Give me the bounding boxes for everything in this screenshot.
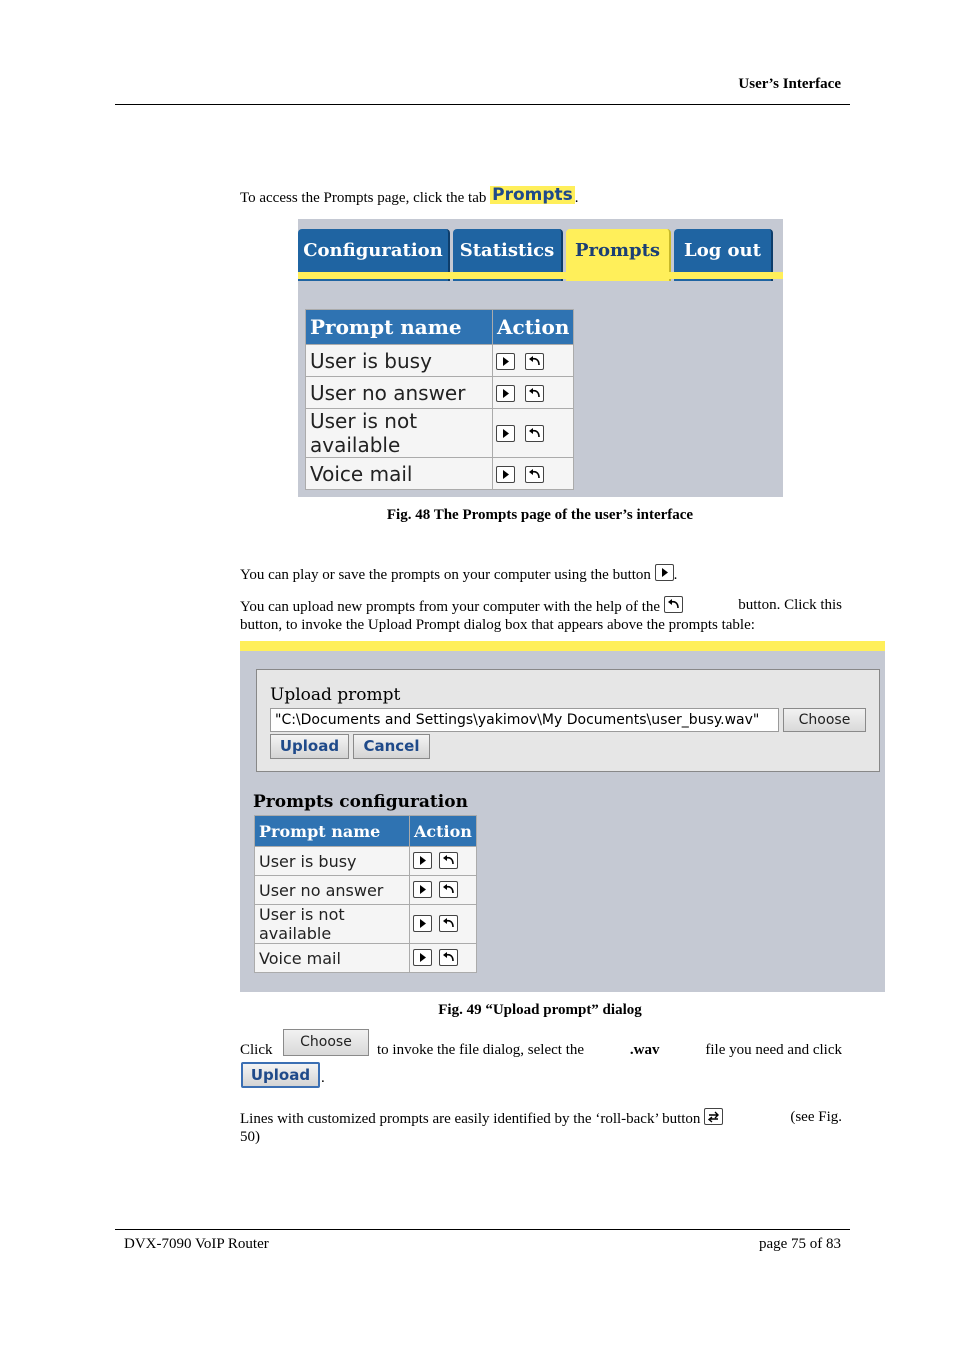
wav-extension: .wav [629,1042,660,1058]
play-icon[interactable] [496,385,515,402]
click-instruction [377,1042,842,1059]
figure-48-prompts-page [298,219,783,497]
play-icon[interactable] [413,949,432,966]
figure-48-caption: Fig. 48 The Prompts page of the user’s interface [386,507,694,523]
rollback-line-1 [240,1108,842,1128]
play-icon[interactable] [496,466,515,483]
upload-prompt-dialog [256,669,880,772]
prompt-name-cell: Voice mail [306,458,493,490]
upload-text-2: button. Click this [738,597,842,613]
upload-icon[interactable] [439,852,458,869]
prompt-name-cell: User no answer [306,377,493,409]
play-icon[interactable] [413,852,432,869]
action-cell [410,905,477,944]
rollback-see: (see Fig. [790,1109,842,1125]
upload-paragraph [240,596,842,634]
tab-statistics[interactable]: Statistics [453,229,563,281]
action-cell [493,377,574,409]
file-path-input[interactable]: "C:\Documents and Settings\yakimov\My Documents\user_busy.wav" [270,708,779,732]
prompt-name-cell: User no answer [255,876,410,905]
prompts-table [305,309,574,490]
tab-configuration[interactable]: Configuration [298,229,450,281]
click-text-2: file you need and click [705,1042,842,1058]
prompt-name-cell: Voice mail [255,944,410,973]
prompt-name-cell: User is busy [306,345,493,377]
footer-page-number: page 75 of 83 [758,1236,841,1252]
table-row [255,905,477,944]
upload-icon[interactable] [525,425,544,442]
col-prompt-name: Prompt name [306,310,493,345]
cancel-button[interactable]: Cancel [353,734,430,759]
action-cell [410,876,477,905]
play-icon[interactable] [413,915,432,932]
prompts-table [254,815,477,973]
prompt-name-cell: User is not available [306,409,493,458]
col-prompt-name: Prompt name [255,816,410,847]
footer-product: DVX-7090 VoIP Router [124,1236,269,1252]
upload-button-inline: Upload [241,1062,320,1088]
table-row [306,409,574,458]
tab-underline [240,641,885,651]
table-row [255,847,477,876]
intro-text: To access the Prompts page, click the tab [240,190,491,206]
upload-icon[interactable] [439,881,458,898]
action-cell [410,944,477,973]
play-period: . [673,567,678,583]
upload-button[interactable]: Upload [270,734,349,759]
click-text-1: to invoke the file dialog, select the [377,1042,585,1058]
upload-line-1 [240,596,842,616]
click-word: Click [240,1042,273,1058]
rollback-text: Lines with customized prompts are easily identified by the ‘roll-back’ button [240,1111,701,1127]
col-action: Action [410,816,477,847]
prompts-configuration-title: Prompts configuration [253,792,468,812]
play-icon[interactable] [413,881,432,898]
upload-icon[interactable] [525,353,544,370]
upload-line-2: button, to invoke the Upload Prompt dialog box that appears above the prompts table: [240,617,755,633]
table-row [306,345,574,377]
play-icon[interactable] [496,425,515,442]
play-paragraph [240,564,842,584]
figure-49-upload-dialog [240,641,885,992]
tab-underline [298,272,783,279]
rollback-line-2: 50) [240,1129,260,1145]
intro-period: . [574,190,579,206]
upload-icon [664,596,683,613]
figure-49-caption: Fig. 49 “Upload prompt” dialog [438,1002,642,1018]
click-period: . [321,1070,325,1086]
table-row [306,377,574,409]
footer-rule [115,1229,850,1230]
choose-button-inline: Choose [283,1029,369,1056]
upload-icon[interactable] [525,466,544,483]
table-row [255,876,477,905]
prompt-name-cell: User is not available [255,905,410,944]
running-header: User’s Interface [738,76,841,92]
col-action: Action [493,310,574,345]
table-row [306,458,574,490]
prompt-name-cell: User is busy [255,847,410,876]
intro-paragraph [240,186,842,207]
play-icon [655,564,674,581]
choose-button[interactable]: Choose [783,708,866,732]
rollback-icon [704,1108,723,1125]
upload-icon[interactable] [439,915,458,932]
rollback-paragraph [240,1108,842,1146]
action-cell [493,458,574,490]
upload-icon[interactable] [439,949,458,966]
upload-icon[interactable] [525,385,544,402]
tab-log-out[interactable]: Log out [674,229,773,281]
tab-prompts[interactable]: Prompts [566,229,671,281]
play-text: You can play or save the prompts on your computer using the button [240,567,651,583]
dialog-title: Upload prompt [270,685,401,705]
action-cell [493,345,574,377]
play-icon[interactable] [496,353,515,370]
table-row [255,944,477,973]
upload-text-1: You can upload new prompts from your computer with the help of the [240,599,661,615]
header-rule [115,104,850,105]
prompts-tab-inline: Prompts [492,185,573,205]
action-cell [410,847,477,876]
action-cell [493,409,574,458]
